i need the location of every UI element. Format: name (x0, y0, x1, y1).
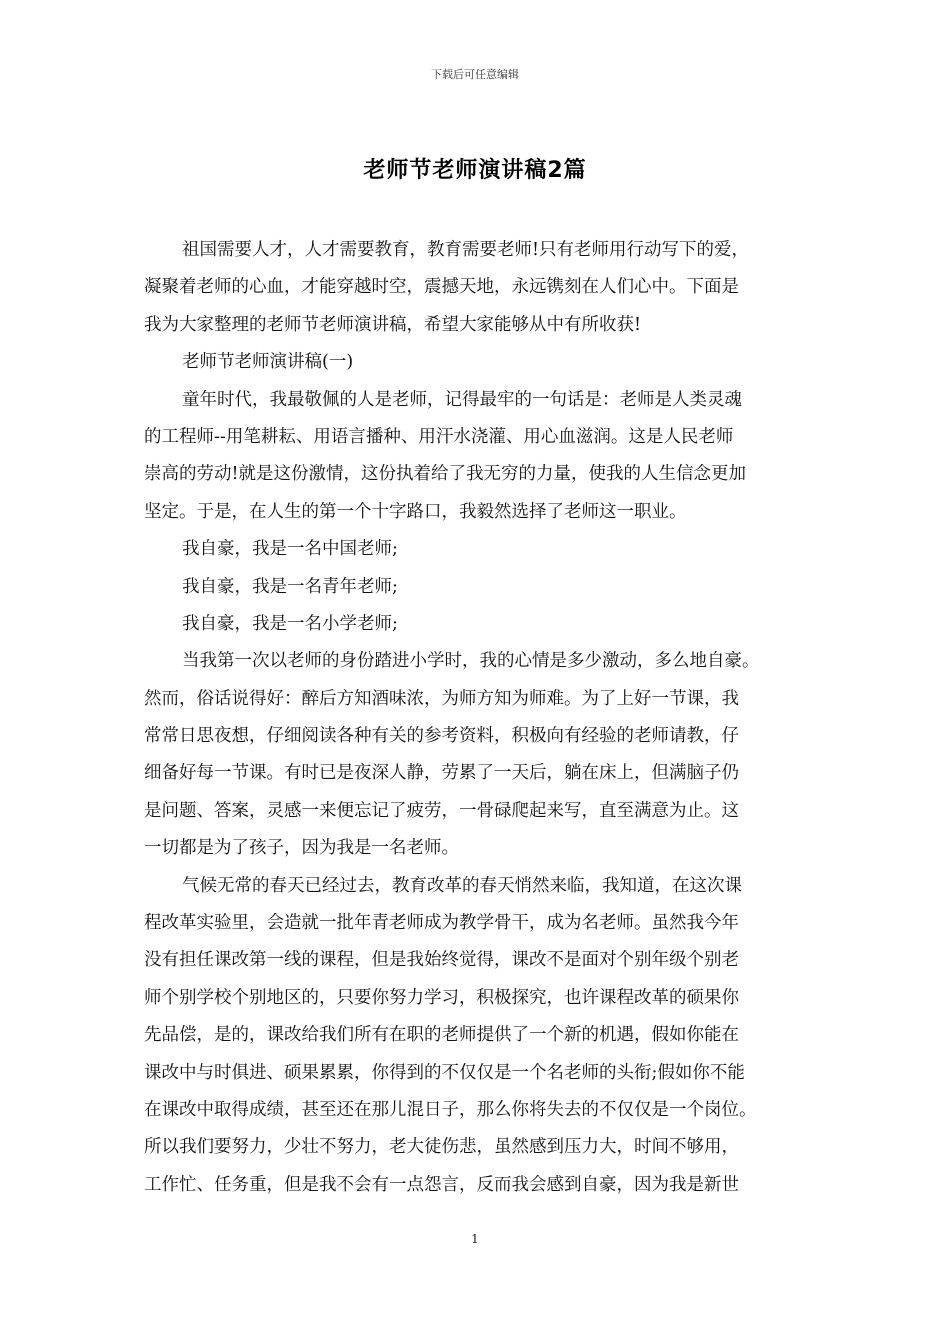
body-text-line: 是问题、答案，灵感一来便忘记了疲劳，一骨碌爬起来写，直至满意为止。这 (144, 800, 739, 821)
page-number: 1 (471, 1232, 479, 1246)
body-text-line: 我为大家整理的老师节老师演讲稿，希望大家能够从中有所收获! (144, 314, 642, 335)
body-text-line: 在课改中取得成绩，甚至还在那儿混日子，那么你将失去的不仅仅是一个岗位。 (144, 1099, 757, 1120)
body-text-line: 凝聚着老师的心血，才能穿越时空，震撼天地，永远镌刻在人们心中。下面是 (144, 277, 739, 298)
body-text-line: 然而，俗话说得好：醉后方知酒味浓，为师方知为师难。为了上好一节课，我 (144, 688, 739, 709)
document-body (144, 232, 808, 1204)
body-text-line: 当我第一次以老师的身份踏进小学时，我的心情是多少激动，多么地自豪。 (182, 651, 760, 672)
body-text-line: 气候无常的春天已经过去，教育改革的春天悄然来临，我知道，在这次课 (182, 875, 742, 896)
body-text-line: 工作忙、任务重，但是我不会有一点怨言，反而我会感到自豪，因为我是新世 (144, 1174, 739, 1195)
body-text-line: 细备好每一节课。有时已是夜深人静，劳累了一天后，躺在床上，但满脑子仍 (144, 763, 739, 784)
body-text-line: 所以我们要努力，少壮不努力，老大徒伤悲，虽然感到压力大，时间不够用， (144, 1137, 739, 1158)
body-text-line: 先品偿，是的，课改给我们所有在职的老师提供了一个新的机遇，假如你能在 (144, 1025, 739, 1046)
body-text-line: 童年时代，我最敬佩的人是老师，记得最牢的一句话是：老师是人类灵魂 (182, 389, 742, 410)
document-title: 老师节老师演讲稿2篇 (363, 158, 587, 183)
body-text-line: 的工程师--用笔耕耘、用语言播种、用汗水浇灌、用心血滋润。这是人民老师 (144, 426, 734, 447)
body-text-line: 我自豪，我是一名小学老师; (182, 613, 398, 634)
body-text-line: 没有担任课改第一线的课程，但是我始终觉得，课改不是面对个别年级个别老 (144, 950, 739, 971)
page-header-note: 下载后可任意编辑 (431, 68, 519, 81)
body-text-line: 课改中与时俱进、硕果累累，你得到的不仅仅是一个名老师的头衔;假如你不能 (144, 1062, 745, 1083)
body-text-line: 一切都是为了孩子，因为我是一名老师。 (144, 838, 459, 859)
body-text-line: 坚定。于是，在人生的第一个十字路口，我毅然选择了老师这一职业。 (144, 501, 687, 522)
body-text-line: 程改革实验里，会造就一批年青老师成为教学骨干，成为名老师。虽然我今年 (144, 913, 739, 934)
body-text-line: 我自豪，我是一名中国老师; (182, 539, 398, 560)
body-text-line: 祖国需要人才，人才需要教育，教育需要老师!只有老师用行动写下的爱， (182, 240, 750, 260)
body-text-line: 师个别学校个别地区的，只要你努力学习，积极探究，也许课程改革的硕果你 (144, 987, 739, 1008)
body-text-line: 常常日思夜想，仔细阅读各种有关的参考资料，积极向有经验的老师请教，仔 (144, 726, 739, 747)
body-text-line: 我自豪，我是一名青年老师; (182, 576, 398, 597)
body-text-line: 老师节老师演讲稿(一) (182, 352, 354, 373)
body-text-line: 崇高的劳动!就是这份激情，这份执着给了我无穷的力量，使我的人生信念更加 (144, 464, 747, 485)
